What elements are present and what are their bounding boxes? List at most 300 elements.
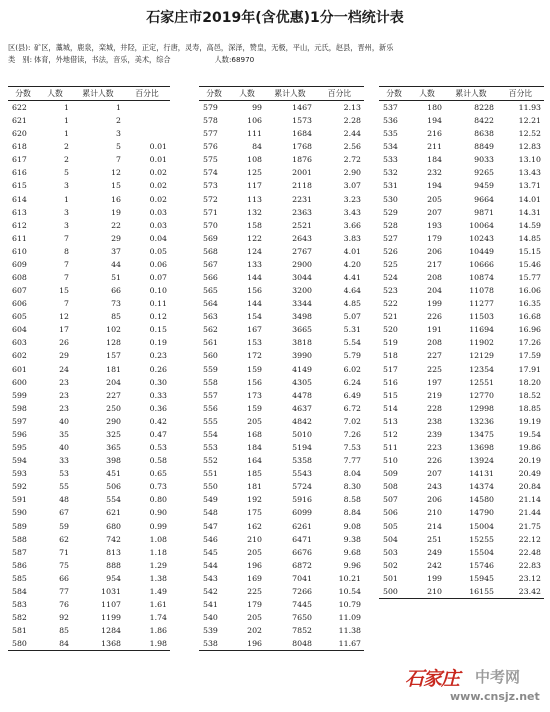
table-cell: 23 <box>59 377 69 387</box>
table-cell: 562 <box>203 325 218 335</box>
table-cell: 8422 <box>474 116 494 126</box>
table-cell: 535 <box>383 129 398 139</box>
table-cell: 156 <box>247 286 262 296</box>
table-cell: 173 <box>247 390 262 400</box>
table-cell: 14790 <box>469 508 494 518</box>
table-row <box>8 520 170 533</box>
table-cell: 559 <box>203 364 218 374</box>
table-cell: 7041 <box>292 573 312 583</box>
table-cell: 210 <box>409 585 445 599</box>
table-cell: 9033 <box>474 155 494 165</box>
table-row <box>8 153 170 166</box>
column-header: 百分比 <box>497 87 544 101</box>
table-cell: 12.21 <box>518 116 541 126</box>
table-row <box>199 363 364 376</box>
table-cell: 617 <box>12 155 27 165</box>
table-cell: 580 <box>8 637 38 651</box>
table-cell: 563 <box>203 312 218 322</box>
table-cell: 1.08 <box>149 534 167 544</box>
table-cell: 13924 <box>469 456 494 466</box>
table-cell: 66 <box>111 286 121 296</box>
table-cell: 84 <box>38 637 72 651</box>
table-row <box>379 245 544 258</box>
table-cell: 599 <box>12 390 27 400</box>
table-cell: 550 <box>203 482 218 492</box>
table-cell: 530 <box>383 194 398 204</box>
table-cell: 601 <box>12 364 27 374</box>
table-cell: 19.19 <box>518 416 541 426</box>
table-cell: 20.49 <box>518 469 541 479</box>
table-cell: 577 <box>203 129 218 139</box>
table-cell: 196 <box>229 637 265 651</box>
table-cell: 10666 <box>469 259 494 269</box>
table-cell: 595 <box>12 443 27 453</box>
table-cell: 621 <box>106 508 121 518</box>
table-row <box>8 598 170 611</box>
table-cell: 7 <box>116 155 121 165</box>
table-cell: 14580 <box>469 495 494 505</box>
table-cell: 11.38 <box>338 626 361 636</box>
table-cell: 2 <box>64 155 69 165</box>
table-cell: 164 <box>247 456 262 466</box>
table-cell: 519 <box>383 338 398 348</box>
table-cell: 605 <box>12 312 27 322</box>
table-cell: 227 <box>427 351 442 361</box>
table-cell: 506 <box>106 482 121 492</box>
table-cell: 0.80 <box>149 495 167 505</box>
table-cell: 0.04 <box>149 233 167 243</box>
table-cell: 16155 <box>445 585 497 599</box>
table-cell: 9.96 <box>343 560 361 570</box>
table-cell: 1 <box>64 116 69 126</box>
table-row <box>8 349 170 362</box>
table-row <box>379 193 544 206</box>
table-cell: 5 <box>64 168 69 178</box>
table-cell: 1.61 <box>149 599 167 609</box>
table-cell: 581 <box>12 626 27 636</box>
table-cell: 180 <box>427 103 442 112</box>
table-row <box>199 376 364 389</box>
table-cell <box>124 127 170 140</box>
table-cell: 3 <box>64 181 69 191</box>
table-row <box>379 114 544 127</box>
table-row <box>8 179 170 192</box>
table-row <box>379 284 544 297</box>
table-cell: 205 <box>247 547 262 557</box>
column-header: 人数 <box>409 87 445 101</box>
table-cell: 4305 <box>292 377 312 387</box>
table-cell: 593 <box>12 469 27 479</box>
table-cell: 511 <box>383 443 398 453</box>
table-row <box>199 179 364 192</box>
table-cell: 7.02 <box>343 416 361 426</box>
table-cell: 954 <box>106 573 121 583</box>
table-row <box>199 611 364 624</box>
table-row <box>379 546 544 559</box>
table-cell: 551 <box>203 469 218 479</box>
table-cell: 17 <box>59 325 69 335</box>
table-cell: 6.72 <box>343 403 361 413</box>
table-row <box>379 520 544 533</box>
table-cell: 2767 <box>292 246 312 256</box>
table-cell: 8.58 <box>343 495 361 505</box>
table-cell: 13.43 <box>518 168 541 178</box>
table-cell: 113 <box>247 194 262 204</box>
table-cell: 225 <box>427 364 442 374</box>
table-cell: 365 <box>106 443 121 453</box>
table-row <box>199 402 364 415</box>
table-cell: 154 <box>247 312 262 322</box>
table-cell: 204 <box>106 377 121 387</box>
table-cell: 15 <box>59 286 69 296</box>
table-cell: 12.83 <box>518 142 541 152</box>
table-row <box>199 153 364 166</box>
table-cell: 525 <box>383 259 398 269</box>
table-cell: 12 <box>111 168 121 178</box>
table-cell: 193 <box>427 220 442 230</box>
table-row <box>379 363 544 376</box>
column-header: 分数 <box>8 87 38 101</box>
table-cell: 10064 <box>469 220 494 230</box>
table-cell: 15255 <box>469 534 494 544</box>
table-cell: 582 <box>12 613 27 623</box>
table-cell: 528 <box>383 220 398 230</box>
table-cell: 10243 <box>469 233 494 243</box>
table-cell: 516 <box>383 377 398 387</box>
table-cell: 6872 <box>292 560 312 570</box>
table-cell: 888 <box>106 560 121 570</box>
table-cell: 576 <box>203 142 218 152</box>
table-cell: 507 <box>383 495 398 505</box>
table-cell: 572 <box>203 194 218 204</box>
table-cell: 210 <box>427 508 442 518</box>
table-row <box>379 297 544 310</box>
table-cell: 11.67 <box>315 637 364 651</box>
table-cell: 0.15 <box>149 325 167 335</box>
table-cell: 24 <box>59 364 69 374</box>
table-cell: 23 <box>59 390 69 400</box>
table-cell: 501 <box>383 573 398 583</box>
table-cell: 106 <box>247 116 262 126</box>
table-row <box>199 585 364 598</box>
table-cell: 225 <box>247 586 262 596</box>
table-cell: 206 <box>427 495 442 505</box>
table-cell: 5.79 <box>343 351 361 361</box>
table-cell: 531 <box>383 181 398 191</box>
table-row <box>199 520 364 533</box>
table-cell: 0.06 <box>149 259 167 269</box>
table-cell: 813 <box>106 547 121 557</box>
table-row <box>379 376 544 389</box>
table-cell: 205 <box>247 613 262 623</box>
table-cell: 18.52 <box>518 390 541 400</box>
table-cell: 0.03 <box>149 220 167 230</box>
table-cell: 14.31 <box>518 207 541 217</box>
table-row <box>199 533 364 546</box>
table-cell: 2.13 <box>343 103 361 112</box>
table-row <box>379 127 544 140</box>
table-cell: 4.41 <box>343 273 361 283</box>
table-cell: 35 <box>59 429 69 439</box>
table-cell: 5.07 <box>343 312 361 322</box>
table-row <box>199 310 364 323</box>
table-cell: 169 <box>247 573 262 583</box>
table-row <box>8 284 170 297</box>
table-cell: 587 <box>12 547 27 557</box>
table-row <box>199 493 364 506</box>
table-cell: 614 <box>12 194 27 204</box>
table-cell: 194 <box>427 181 442 191</box>
table-cell: 20.84 <box>518 482 541 492</box>
table-row <box>8 376 170 389</box>
score-table-2 <box>199 86 364 651</box>
table-cell: 7.26 <box>343 429 361 439</box>
table-cell: 1467 <box>292 103 312 112</box>
table-cell: 548 <box>203 508 218 518</box>
table-cell: 521 <box>383 312 398 322</box>
table-cell: 211 <box>427 142 442 152</box>
table-cell: 48 <box>59 495 69 505</box>
table-row <box>199 428 364 441</box>
table-cell: 144 <box>247 273 262 283</box>
table-cell: 9265 <box>474 168 494 178</box>
column-header: 累计人数 <box>265 87 315 101</box>
table-cell: 238 <box>427 416 442 426</box>
table-cell: 159 <box>247 403 262 413</box>
table-cell: 509 <box>383 469 398 479</box>
table-cell: 71 <box>59 547 69 557</box>
district-line <box>8 42 393 53</box>
table-row <box>199 454 364 467</box>
table-cell: 526 <box>383 246 398 256</box>
table-row <box>379 271 544 284</box>
table-cell: 181 <box>106 364 121 374</box>
table-cell: 185 <box>247 469 262 479</box>
table-row <box>8 206 170 219</box>
table-cell: 5543 <box>292 469 312 479</box>
table-cell: 16.68 <box>518 312 541 322</box>
table-cell: 14.59 <box>518 220 541 230</box>
table-row <box>8 480 170 493</box>
table-cell: 53 <box>59 469 69 479</box>
table-row <box>199 389 364 402</box>
table-cell: 15945 <box>469 573 494 583</box>
table-row <box>8 533 170 546</box>
table-cell: 3.43 <box>343 207 361 217</box>
table-cell: 11078 <box>469 286 494 296</box>
table-cell: 5916 <box>292 495 312 505</box>
table-cell: 23 <box>59 403 69 413</box>
table-cell: 8.84 <box>343 508 361 518</box>
table-cell: 520 <box>383 325 398 335</box>
table-cell: 568 <box>203 246 218 256</box>
table-cell: 77 <box>59 586 69 596</box>
table-cell: 503 <box>383 547 398 557</box>
table-row <box>8 114 170 127</box>
table-cell: 615 <box>12 181 27 191</box>
table-cell: 168 <box>247 429 262 439</box>
table-cell: 3.23 <box>343 194 361 204</box>
table-cell: 242 <box>427 560 442 570</box>
table-cell: 1 <box>64 103 69 112</box>
table-cell: 2.90 <box>343 168 361 178</box>
table-cell: 12 <box>59 312 69 322</box>
table-cell: 8048 <box>265 637 315 651</box>
table-cell: 11503 <box>469 312 494 322</box>
table-row <box>199 297 364 310</box>
table-cell: 11.09 <box>338 613 361 623</box>
table-cell: 9664 <box>474 194 494 204</box>
table-row <box>379 559 544 572</box>
table-cell: 8228 <box>474 103 494 112</box>
table-cell: 16.35 <box>518 299 541 309</box>
table-cell: 205 <box>427 194 442 204</box>
table-cell: 15.46 <box>518 259 541 269</box>
table-cell <box>124 101 170 115</box>
table-cell: 21.75 <box>518 521 541 531</box>
table-cell: 11902 <box>469 338 494 348</box>
table-cell: 226 <box>427 312 442 322</box>
table-cell: 0.26 <box>149 364 167 374</box>
table-cell: 502 <box>383 560 398 570</box>
table-cell: 608 <box>12 273 27 283</box>
table-row <box>379 415 544 428</box>
table-row <box>8 140 170 153</box>
table-row <box>8 467 170 480</box>
table-cell: 0.07 <box>149 273 167 283</box>
table-cell: 59 <box>59 521 69 531</box>
table-cell: 26 <box>59 338 69 348</box>
table-cell: 62 <box>59 534 69 544</box>
table-cell: 18.85 <box>518 403 541 413</box>
table-cell: 2.56 <box>343 142 361 152</box>
table-cell: 541 <box>203 599 218 609</box>
table-cell: 290 <box>106 416 121 426</box>
table-row <box>199 480 364 493</box>
table-cell: 7650 <box>292 613 312 623</box>
table-cell: 10.21 <box>338 573 361 583</box>
table-cell: 5194 <box>292 443 312 453</box>
table-cell: 0.19 <box>149 338 167 348</box>
table-cell: 560 <box>203 351 218 361</box>
table-cell: 1031 <box>101 586 121 596</box>
table-row <box>8 493 170 506</box>
table-cell: 325 <box>106 429 121 439</box>
table-cell: 575 <box>203 155 218 165</box>
table-cell: 13.10 <box>518 155 541 165</box>
table-cell: 7.53 <box>343 443 361 453</box>
table-cell: 594 <box>12 456 27 466</box>
table-cell: 8849 <box>474 142 494 152</box>
table-cell: 3.66 <box>343 220 361 230</box>
table-cell: 597 <box>12 416 27 426</box>
table-cell: 610 <box>12 246 27 256</box>
table-cell: 451 <box>106 469 121 479</box>
table-cell: 4149 <box>292 364 312 374</box>
table-cell: 7266 <box>292 586 312 596</box>
table-cell: 604 <box>12 325 27 335</box>
table-row <box>199 140 364 153</box>
table-cell: 557 <box>203 390 218 400</box>
table-cell: 175 <box>247 508 262 518</box>
table-row <box>199 114 364 127</box>
table-row <box>379 454 544 467</box>
table-cell: 192 <box>247 495 262 505</box>
table-cell: 158 <box>247 220 262 230</box>
table-cell: 6.49 <box>343 390 361 400</box>
table-cell: 132 <box>247 207 262 217</box>
table-cell: 4.64 <box>343 286 361 296</box>
table-cell: 5724 <box>292 482 312 492</box>
table-cell: 232 <box>427 168 442 178</box>
table-cell: 1.86 <box>149 626 167 636</box>
table-row <box>8 127 170 140</box>
table-cell: 3990 <box>292 351 312 361</box>
table-row <box>8 101 170 115</box>
table-cell: 513 <box>383 416 398 426</box>
table-row <box>199 271 364 284</box>
table-cell: 239 <box>427 429 442 439</box>
table-cell: 508 <box>383 482 398 492</box>
table-cell: 1.29 <box>149 560 167 570</box>
table-cell: 196 <box>247 560 262 570</box>
table-cell: 202 <box>247 626 262 636</box>
table-cell: 586 <box>12 560 27 570</box>
table-cell: 0.11 <box>149 299 167 309</box>
table-cell: 3200 <box>292 286 312 296</box>
table-cell: 3818 <box>292 338 312 348</box>
table-cell: 12551 <box>469 377 494 387</box>
table-row <box>199 637 364 651</box>
table-cell: 6676 <box>292 547 312 557</box>
table-row <box>379 166 544 179</box>
table-cell: 75 <box>59 560 69 570</box>
table-cell: 7 <box>64 299 69 309</box>
table-cell: 7 <box>64 259 69 269</box>
column-header: 分数 <box>379 87 409 101</box>
table-cell: 207 <box>427 469 442 479</box>
table-cell: 3665 <box>292 325 312 335</box>
district-label: 区(县): <box>8 43 31 52</box>
table-cell: 609 <box>12 259 27 269</box>
table-row <box>8 336 170 349</box>
table-row <box>379 323 544 336</box>
table-cell: 156 <box>247 377 262 387</box>
table-cell: 510 <box>383 456 398 466</box>
table-cell: 10.79 <box>338 599 361 609</box>
table-row <box>199 572 364 585</box>
table-cell: 6099 <box>292 508 312 518</box>
page-title: 石家庄市2019年(含优惠)1分一档统计表 <box>146 10 404 26</box>
table-cell: 12129 <box>469 351 494 361</box>
table-row <box>8 506 170 519</box>
table-row <box>8 611 170 624</box>
table-cell: 117 <box>247 181 262 191</box>
table-cell: 579 <box>203 103 218 112</box>
table-cell: 144 <box>247 299 262 309</box>
table-cell: 184 <box>427 155 442 165</box>
table-cell: 4478 <box>292 390 312 400</box>
table-cell: 14.85 <box>518 233 541 243</box>
table-cell: 2 <box>64 142 69 152</box>
table-cell: 606 <box>12 299 27 309</box>
table-cell: 11694 <box>469 325 494 335</box>
table-cell: 7 <box>64 233 69 243</box>
table-row <box>379 219 544 232</box>
table-cell: 243 <box>427 482 442 492</box>
table-cell: 2.72 <box>343 155 361 165</box>
table-cell: 540 <box>203 613 218 623</box>
